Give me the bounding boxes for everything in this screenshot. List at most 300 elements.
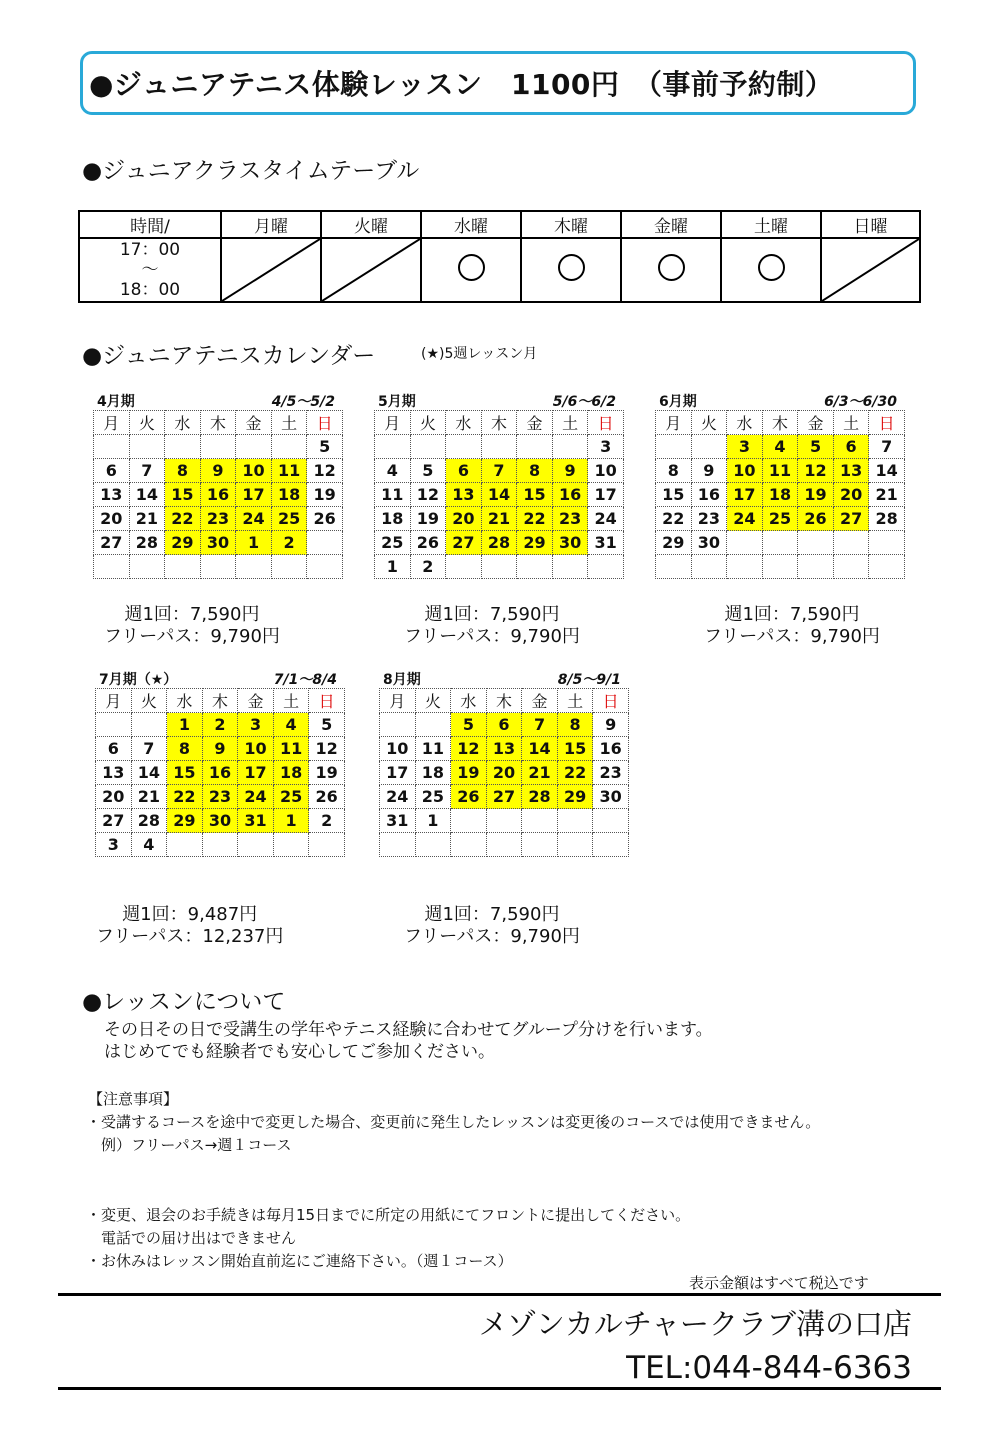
weekday-label: 金 (238, 689, 274, 713)
weekday-label: 火 (691, 411, 727, 435)
day-cell: 28 (869, 507, 905, 531)
day-cell (869, 555, 905, 579)
day-cell: 19 (309, 761, 345, 785)
month-name: 5月期 (378, 394, 416, 410)
weekday-label: 木 (202, 689, 238, 713)
week-row (375, 435, 624, 459)
week-row (96, 809, 345, 833)
lesson-day: 25 (273, 785, 309, 809)
week-row (380, 833, 629, 857)
lesson-day: 24 (236, 507, 272, 531)
day-cell (165, 555, 201, 579)
week-row (375, 507, 624, 531)
lesson-day: 27 (833, 507, 869, 531)
lesson-day: 25 (271, 507, 307, 531)
lesson-day: 27 (486, 785, 522, 809)
weekday-label: 日 (309, 689, 345, 713)
month-grid (374, 410, 624, 579)
time-start: 17：00 (119, 240, 181, 260)
day-cell: 18 (415, 761, 451, 785)
day-cell: 15 (656, 483, 692, 507)
day-cell: 3 (96, 833, 132, 857)
day-cell: 20 (94, 507, 130, 531)
lesson-day: 11 (271, 459, 307, 483)
weekday-label: 水 (165, 411, 201, 435)
day-cell (691, 435, 727, 459)
day-cell (727, 555, 763, 579)
day-cell: 5 (410, 459, 446, 483)
week-row (94, 531, 343, 555)
day-cell: 28 (129, 531, 165, 555)
day-cell: 18 (375, 507, 411, 531)
timetable-header-row (79, 211, 920, 238)
slot-tue-none (321, 238, 421, 302)
day-cell: 1 (375, 555, 411, 579)
slot-sun-none (821, 238, 920, 302)
day-cell: 27 (94, 531, 130, 555)
lesson-day: 16 (552, 483, 588, 507)
club-name: メゾンカルチャークラブ溝の口店 (478, 1307, 912, 1341)
day-cell (129, 435, 165, 459)
lesson-day: 16 (200, 483, 236, 507)
day-cell: 16 (691, 483, 727, 507)
day-cell (307, 531, 343, 555)
month-price (704, 604, 880, 648)
lesson-day: 17 (238, 761, 274, 785)
day-cell (236, 555, 272, 579)
th-thu: 木曜 (521, 211, 621, 238)
week-row (380, 809, 629, 833)
lesson-day: 21 (481, 507, 517, 531)
day-cell: 12 (307, 459, 343, 483)
lesson-day: 19 (451, 761, 487, 785)
day-cell: 6 (96, 737, 132, 761)
lesson-day: 8 (557, 713, 593, 737)
week-row (94, 507, 343, 531)
day-cell: 2 (309, 809, 345, 833)
lesson-day: 6 (833, 435, 869, 459)
calendar-note: (★)5週レッスン月 (421, 346, 538, 362)
week-row (96, 713, 345, 737)
day-cell: 16 (593, 737, 629, 761)
day-cell: 29 (656, 531, 692, 555)
lesson-day: 2 (202, 713, 238, 737)
circle-mark (658, 254, 685, 281)
day-cell (552, 435, 588, 459)
week-row (656, 555, 905, 579)
week-row (375, 483, 624, 507)
day-cell: 10 (380, 737, 416, 761)
day-cell: 11 (375, 483, 411, 507)
day-cell: 7 (869, 435, 905, 459)
lesson-day: 1 (273, 809, 309, 833)
lesson-day: 13 (486, 737, 522, 761)
month-grid (379, 688, 629, 857)
weekday-label: 木 (762, 411, 798, 435)
lesson-day: 15 (165, 483, 201, 507)
day-cell: 26 (307, 507, 343, 531)
weekday-label: 土 (557, 689, 593, 713)
week-row (380, 713, 629, 737)
month-range: 4/5～5/2 (271, 394, 335, 410)
weekday-label: 月 (96, 689, 132, 713)
day-cell: 14 (869, 459, 905, 483)
slot-thu-available (521, 238, 621, 302)
day-cell (415, 833, 451, 857)
timetable-slot-row (79, 238, 920, 302)
day-cell (446, 435, 482, 459)
day-cell (309, 833, 345, 857)
price-free-pass: フリーパス：9,790円 (104, 626, 280, 647)
day-cell: 23 (691, 507, 727, 531)
week-row (380, 761, 629, 785)
week-row (94, 459, 343, 483)
month-range: 5/6～6/2 (552, 394, 616, 410)
circle-mark (758, 254, 785, 281)
month-grid (655, 410, 905, 579)
day-cell (517, 435, 553, 459)
th-time: 時間/ (79, 211, 221, 238)
lesson-day: 8 (165, 459, 201, 483)
day-cell (307, 555, 343, 579)
day-cell: 26 (410, 531, 446, 555)
day-cell: 30 (593, 785, 629, 809)
price-weekly: 週1回：7,590円 (124, 604, 260, 625)
month-header (379, 666, 629, 688)
week-row (96, 737, 345, 761)
week-row (656, 435, 905, 459)
weekday-label: 金 (236, 411, 272, 435)
slash-mark (322, 239, 420, 301)
lesson-day: 14 (481, 483, 517, 507)
price-weekly: 週1回：7,590円 (724, 604, 860, 625)
price-free-pass: フリーパス：9,790円 (404, 926, 580, 947)
title-box (80, 51, 916, 115)
weekday-label: 土 (833, 411, 869, 435)
week-row (96, 761, 345, 785)
weekday-label: 金 (798, 411, 834, 435)
day-cell: 22 (656, 507, 692, 531)
lesson-line-2: はじめてでも経験者でも安心してご参加ください。 (104, 1042, 495, 1062)
note-3: ・お休みはレッスン開始直前迄にご連絡下さい。（週１コース） (86, 1252, 513, 1270)
tax-note: 表示金額はすべて税込です (689, 1274, 869, 1292)
lesson-day: 4 (762, 435, 798, 459)
slash-mark (822, 239, 919, 301)
timetable-heading: ●ジュニアクラスタイムテーブル (82, 158, 420, 184)
weekday-label: 火 (131, 689, 167, 713)
day-cell (451, 833, 487, 857)
time-slot (79, 238, 221, 302)
lesson-day: 3 (238, 713, 274, 737)
lesson-day: 5 (798, 435, 834, 459)
lesson-day: 22 (165, 507, 201, 531)
lesson-day: 2 (271, 531, 307, 555)
lesson-day: 30 (202, 809, 238, 833)
day-cell (238, 833, 274, 857)
lesson-day: 28 (481, 531, 517, 555)
th-wed: 水曜 (421, 211, 521, 238)
month-name: 7月期（★） (99, 672, 178, 688)
lesson-day: 3 (727, 435, 763, 459)
weekday-label: 月 (656, 411, 692, 435)
day-cell: 31 (588, 531, 624, 555)
day-cell (833, 555, 869, 579)
day-cell (481, 435, 517, 459)
lesson-day: 29 (517, 531, 553, 555)
day-cell (415, 713, 451, 737)
weekday-label: 金 (517, 411, 553, 435)
day-cell: 8 (656, 459, 692, 483)
price-free-pass: フリーパス：12,237円 (96, 926, 284, 947)
price-weekly: 週1回：7,590円 (424, 604, 560, 625)
week-row (380, 737, 629, 761)
weekday-label: 日 (593, 689, 629, 713)
weekday-label: 月 (380, 689, 416, 713)
price-weekly: 週1回：7,590円 (424, 904, 560, 925)
lesson-day: 17 (727, 483, 763, 507)
weekday-label: 月 (94, 411, 130, 435)
lesson-day: 12 (798, 459, 834, 483)
slot-sat-available (721, 238, 821, 302)
month-grid (95, 688, 345, 857)
lesson-day: 13 (446, 483, 482, 507)
weekday-row (380, 689, 629, 713)
day-cell (200, 555, 236, 579)
day-cell: 21 (131, 785, 167, 809)
day-cell (517, 555, 553, 579)
note-2: ・変更、退会のお手続きは毎月15日までに所定の用紙にてフロントに提出してください。 (86, 1206, 691, 1224)
lesson-day: 14 (522, 737, 558, 761)
day-cell (552, 555, 588, 579)
lesson-day: 12 (451, 737, 487, 761)
month-header (374, 388, 624, 410)
day-cell (557, 809, 593, 833)
day-cell (481, 555, 517, 579)
club-tel: TEL:044-844-6363 (626, 1350, 912, 1386)
lesson-day: 11 (273, 737, 309, 761)
lesson-day: 10 (727, 459, 763, 483)
day-cell: 2 (410, 555, 446, 579)
day-cell (798, 531, 834, 555)
lesson-day: 18 (273, 761, 309, 785)
lesson-day: 30 (552, 531, 588, 555)
week-row (375, 459, 624, 483)
weekday-label: 火 (415, 689, 451, 713)
lesson-day: 26 (798, 507, 834, 531)
lesson-day: 24 (238, 785, 274, 809)
day-cell: 4 (375, 459, 411, 483)
lesson-day: 15 (517, 483, 553, 507)
lesson-day: 1 (167, 713, 203, 737)
lesson-day: 22 (167, 785, 203, 809)
day-cell (94, 555, 130, 579)
week-row (656, 459, 905, 483)
week-row (96, 833, 345, 857)
day-cell: 14 (129, 483, 165, 507)
lesson-day: 30 (200, 531, 236, 555)
lesson-day: 6 (446, 459, 482, 483)
day-cell (165, 435, 201, 459)
day-cell: 12 (309, 737, 345, 761)
day-cell: 28 (131, 809, 167, 833)
weekday-row (94, 411, 343, 435)
day-cell: 4 (131, 833, 167, 857)
day-cell (451, 809, 487, 833)
day-cell: 20 (96, 785, 132, 809)
lesson-day: 22 (517, 507, 553, 531)
circle-mark (558, 254, 585, 281)
day-cell (762, 531, 798, 555)
weekday-row (375, 411, 624, 435)
day-cell: 6 (94, 459, 130, 483)
day-cell: 5 (307, 435, 343, 459)
week-row (380, 785, 629, 809)
time-sep: ～ (141, 260, 159, 280)
lesson-day: 21 (522, 761, 558, 785)
lesson-day: 13 (833, 459, 869, 483)
lesson-day: 10 (238, 737, 274, 761)
day-cell: 24 (588, 507, 624, 531)
weekday-label: 土 (552, 411, 588, 435)
weekday-label: 日 (307, 411, 343, 435)
weekday-label: 水 (167, 689, 203, 713)
lesson-day: 8 (517, 459, 553, 483)
day-cell (94, 435, 130, 459)
day-cell (522, 833, 558, 857)
lesson-day: 20 (833, 483, 869, 507)
lesson-day: 23 (552, 507, 588, 531)
note-2b: 電話での届け出はできません (86, 1229, 297, 1247)
day-cell (129, 555, 165, 579)
week-row (94, 555, 343, 579)
day-cell (486, 833, 522, 857)
day-cell (522, 809, 558, 833)
note-1: ・受講するコースを途中で変更した場合、変更前に発生したレッスンは変更後のコースでは使用できません。 (86, 1113, 821, 1131)
day-cell: 13 (96, 761, 132, 785)
day-cell: 5 (309, 713, 345, 737)
lesson-day: 7 (481, 459, 517, 483)
lesson-day: 24 (727, 507, 763, 531)
lesson-day: 5 (451, 713, 487, 737)
lesson-day: 7 (522, 713, 558, 737)
day-cell: 9 (691, 459, 727, 483)
day-cell: 7 (129, 459, 165, 483)
time-end: 18：00 (119, 280, 181, 300)
calendar-heading: ●ジュニアテニスカレンダー (82, 343, 376, 369)
lesson-day: 9 (200, 459, 236, 483)
weekday-label: 土 (273, 689, 309, 713)
day-cell: 27 (96, 809, 132, 833)
day-cell: 31 (380, 809, 416, 833)
week-row (94, 435, 343, 459)
day-cell (271, 435, 307, 459)
day-cell: 3 (588, 435, 624, 459)
day-cell: 17 (380, 761, 416, 785)
day-cell: 21 (129, 507, 165, 531)
month-header (95, 666, 345, 688)
weekday-label: 木 (481, 411, 517, 435)
lesson-day: 8 (167, 737, 203, 761)
lesson-day: 29 (165, 531, 201, 555)
weekday-label: 土 (271, 411, 307, 435)
price-free-pass: フリーパス：9,790円 (404, 626, 580, 647)
day-cell (593, 809, 629, 833)
day-cell (202, 833, 238, 857)
weekday-row (96, 689, 345, 713)
weekday-label: 木 (200, 411, 236, 435)
day-cell (380, 833, 416, 857)
note-1-example: 例）フリーパス→週１コース (86, 1136, 292, 1154)
month-price (96, 904, 283, 948)
day-cell (410, 435, 446, 459)
day-cell (96, 713, 132, 737)
notes-heading: 【注意事項】 (88, 1090, 179, 1108)
page-title: ●ジュニアテニス体験レッスン 1100円 （事前予約制） (89, 68, 834, 101)
weekday-label: 木 (486, 689, 522, 713)
footer-rule-top (58, 1293, 941, 1296)
day-cell: 25 (415, 785, 451, 809)
week-row (375, 531, 624, 555)
day-cell (798, 555, 834, 579)
day-cell (273, 833, 309, 857)
day-cell (656, 435, 692, 459)
week-row (656, 507, 905, 531)
lesson-day: 31 (238, 809, 274, 833)
lesson-day: 25 (762, 507, 798, 531)
weekday-row (656, 411, 905, 435)
month-grid (93, 410, 343, 579)
th-mon: 月曜 (221, 211, 321, 238)
slot-mon-none (221, 238, 321, 302)
day-cell (271, 555, 307, 579)
th-fri: 金曜 (621, 211, 721, 238)
lesson-line-1: その日その日で受講生の学年やテニス経験に合わせてグループ分けを行います。 (104, 1020, 713, 1040)
month-price (104, 604, 280, 648)
lesson-day: 19 (798, 483, 834, 507)
weekday-label: 水 (727, 411, 763, 435)
day-cell (762, 555, 798, 579)
day-cell: 14 (131, 761, 167, 785)
weekday-label: 水 (451, 689, 487, 713)
day-cell: 7 (131, 737, 167, 761)
month-price (404, 904, 580, 948)
th-sun: 日曜 (821, 211, 920, 238)
slash-mark (222, 239, 320, 301)
lesson-day: 20 (486, 761, 522, 785)
day-cell (593, 833, 629, 857)
slot-fri-available (621, 238, 721, 302)
day-cell: 9 (593, 713, 629, 737)
price-free-pass: フリーパス：9,790円 (704, 626, 880, 647)
day-cell: 26 (309, 785, 345, 809)
day-cell (833, 531, 869, 555)
month-price (404, 604, 580, 648)
month-header (655, 388, 905, 410)
week-row (94, 483, 343, 507)
day-cell: 11 (415, 737, 451, 761)
day-cell (200, 435, 236, 459)
lesson-day: 4 (273, 713, 309, 737)
day-cell: 19 (307, 483, 343, 507)
lesson-day: 11 (762, 459, 798, 483)
day-cell: 13 (94, 483, 130, 507)
week-row (375, 555, 624, 579)
lesson-day: 9 (552, 459, 588, 483)
lesson-day: 23 (200, 507, 236, 531)
lesson-day: 18 (762, 483, 798, 507)
day-cell: 1 (415, 809, 451, 833)
lesson-day: 28 (522, 785, 558, 809)
